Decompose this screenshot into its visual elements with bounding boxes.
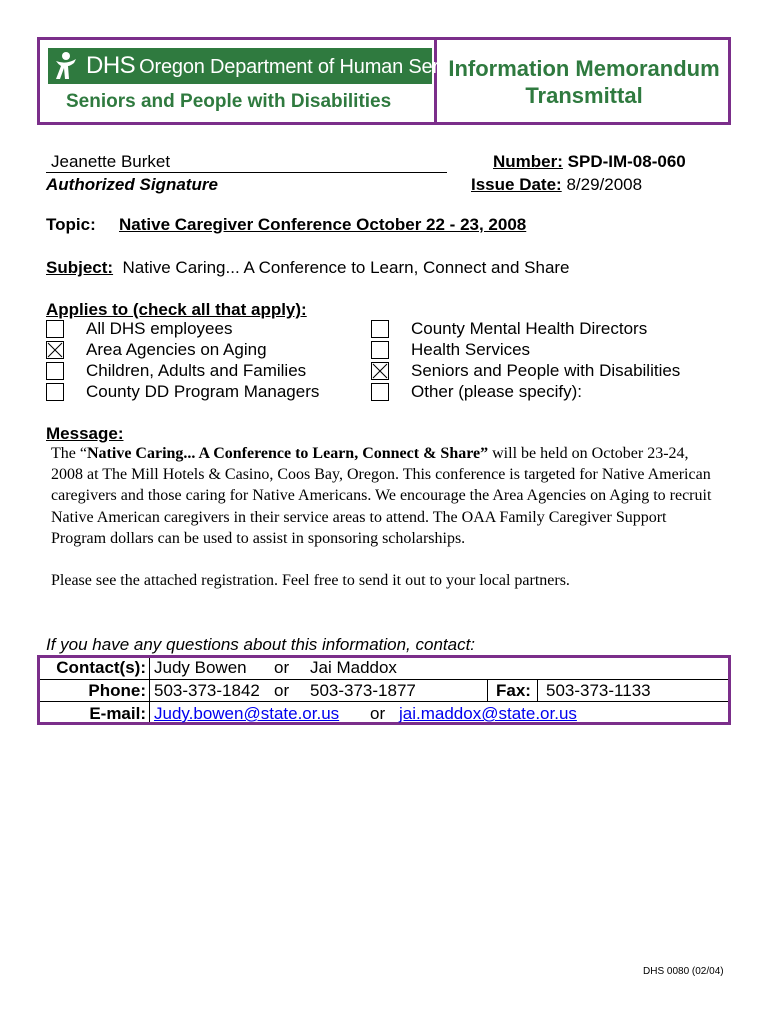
checkbox[interactable] (371, 320, 389, 338)
contact-1: Judy Bowen (154, 658, 247, 677)
memo-title-line2: Transmittal (525, 83, 643, 108)
applies-option[interactable] (46, 360, 319, 381)
applies-right-column (371, 318, 680, 402)
memo-title (437, 55, 731, 109)
fax-number: 503-373-1133 (546, 681, 651, 700)
option-label: County DD Program Managers (86, 381, 320, 401)
issue-label: Issue Date: (471, 175, 562, 194)
contact-row-line (40, 701, 728, 702)
logo-text (86, 52, 483, 80)
issue-date (471, 175, 642, 195)
message-intro: The “ (51, 445, 87, 462)
doc-number (493, 152, 686, 172)
fax-divider (487, 679, 488, 701)
checkbox-checked[interactable] (46, 341, 64, 359)
email-label: E-mail: (89, 704, 146, 723)
form-code: DHS 0080 (02/04) (643, 966, 724, 977)
applies-option[interactable] (371, 360, 680, 381)
subject-text: Native Caring... A Conference to Learn, Connect and Share (122, 258, 570, 277)
subject (46, 258, 570, 278)
logo-abbr: DHS (86, 52, 136, 79)
checkbox[interactable] (371, 383, 389, 401)
x-mark-icon (47, 342, 63, 358)
phone-label: Phone: (88, 681, 146, 700)
applies-left-column (46, 318, 319, 402)
contacts-label: Contact(s): (56, 658, 146, 677)
topic-text: Native Caregiver Conference October 22 - 23, 2008 (119, 215, 527, 234)
checkbox[interactable] (371, 341, 389, 359)
applies-option[interactable] (371, 381, 680, 402)
topic-label: Topic: (46, 215, 96, 234)
subject-label: Subject: (46, 258, 114, 277)
contact-2: Jai Maddox (310, 658, 397, 677)
applies-option[interactable] (46, 339, 319, 360)
applies-option[interactable] (371, 339, 680, 360)
applies-option[interactable] (46, 381, 319, 402)
or-text: or (370, 704, 386, 723)
signature-label: Authorized Signature (46, 175, 218, 194)
option-label: All DHS employees (86, 318, 233, 338)
event-name: Native Caring... A Conference to Learn, Connect & Share” (86, 445, 489, 462)
applies-option[interactable] (46, 318, 319, 339)
option-label: County Mental Health Directors (411, 318, 648, 338)
checkbox-checked[interactable] (371, 362, 389, 380)
option-label: Health Services (411, 339, 531, 359)
option-label: Seniors and People with Disabilities (411, 360, 681, 380)
contact-question: If you have any questions about this information, contact: (46, 635, 476, 654)
applies-heading: Applies to (check all that apply): (46, 300, 307, 319)
phone-1: 503-373-1842 (154, 681, 260, 700)
message-body-1: will be held on October 23-24, 2008 at The Mill Hotels & Casino, Coos Bay, Oregon. This conference is targeted for Native American caregivers and those caring for Native Americans. We encourage the Area Agencies on Aging to recruit Native American caregivers in their service areas to attend. The OAA Family Caregiver Support Program dollars can be used to assist in sponsoring scholarships. (51, 445, 712, 547)
number-label: Number: (493, 152, 563, 171)
number-value: SPD-IM-08-060 (567, 152, 686, 171)
fax-label: Fax: (496, 681, 531, 700)
memo-title-line1: Information Memorandum (448, 56, 720, 81)
message-paragraph-2: Please see the attached registration. Feel free to send it out to your local partners. (51, 572, 570, 590)
checkbox[interactable] (46, 383, 64, 401)
message-label: Message: (46, 424, 124, 443)
signature-name: Jeanette Burket (51, 152, 171, 171)
phone-2: 503-373-1877 (310, 681, 416, 700)
applies-option[interactable] (371, 318, 680, 339)
or-text: or (274, 681, 290, 700)
or-text: or (274, 658, 290, 677)
option-label: Other (please specify): (411, 381, 583, 401)
logo-org: Oregon Department of Human Services (139, 56, 484, 78)
email-link-1[interactable]: Judy.bowen@state.or.us (154, 704, 340, 723)
checkbox[interactable] (46, 362, 64, 380)
signature-line (46, 172, 447, 173)
email-link-2[interactable]: jai.maddox@state.or.us (399, 704, 577, 723)
message-paragraph-1 (51, 443, 721, 549)
contact-divider (149, 658, 150, 722)
fax-divider (537, 679, 538, 701)
contact-row-line (40, 679, 728, 680)
message-body (51, 443, 721, 591)
checkbox[interactable] (46, 320, 64, 338)
dhs-logo-icon (52, 51, 82, 81)
option-label: Children, Adults and Families (86, 360, 307, 380)
division-name: Seniors and People with Disabilities (66, 91, 392, 112)
contact-table (37, 655, 731, 725)
issue-value: 8/29/2008 (566, 175, 643, 194)
option-label: Area Agencies on Aging (86, 339, 267, 359)
x-mark-icon (372, 363, 388, 379)
